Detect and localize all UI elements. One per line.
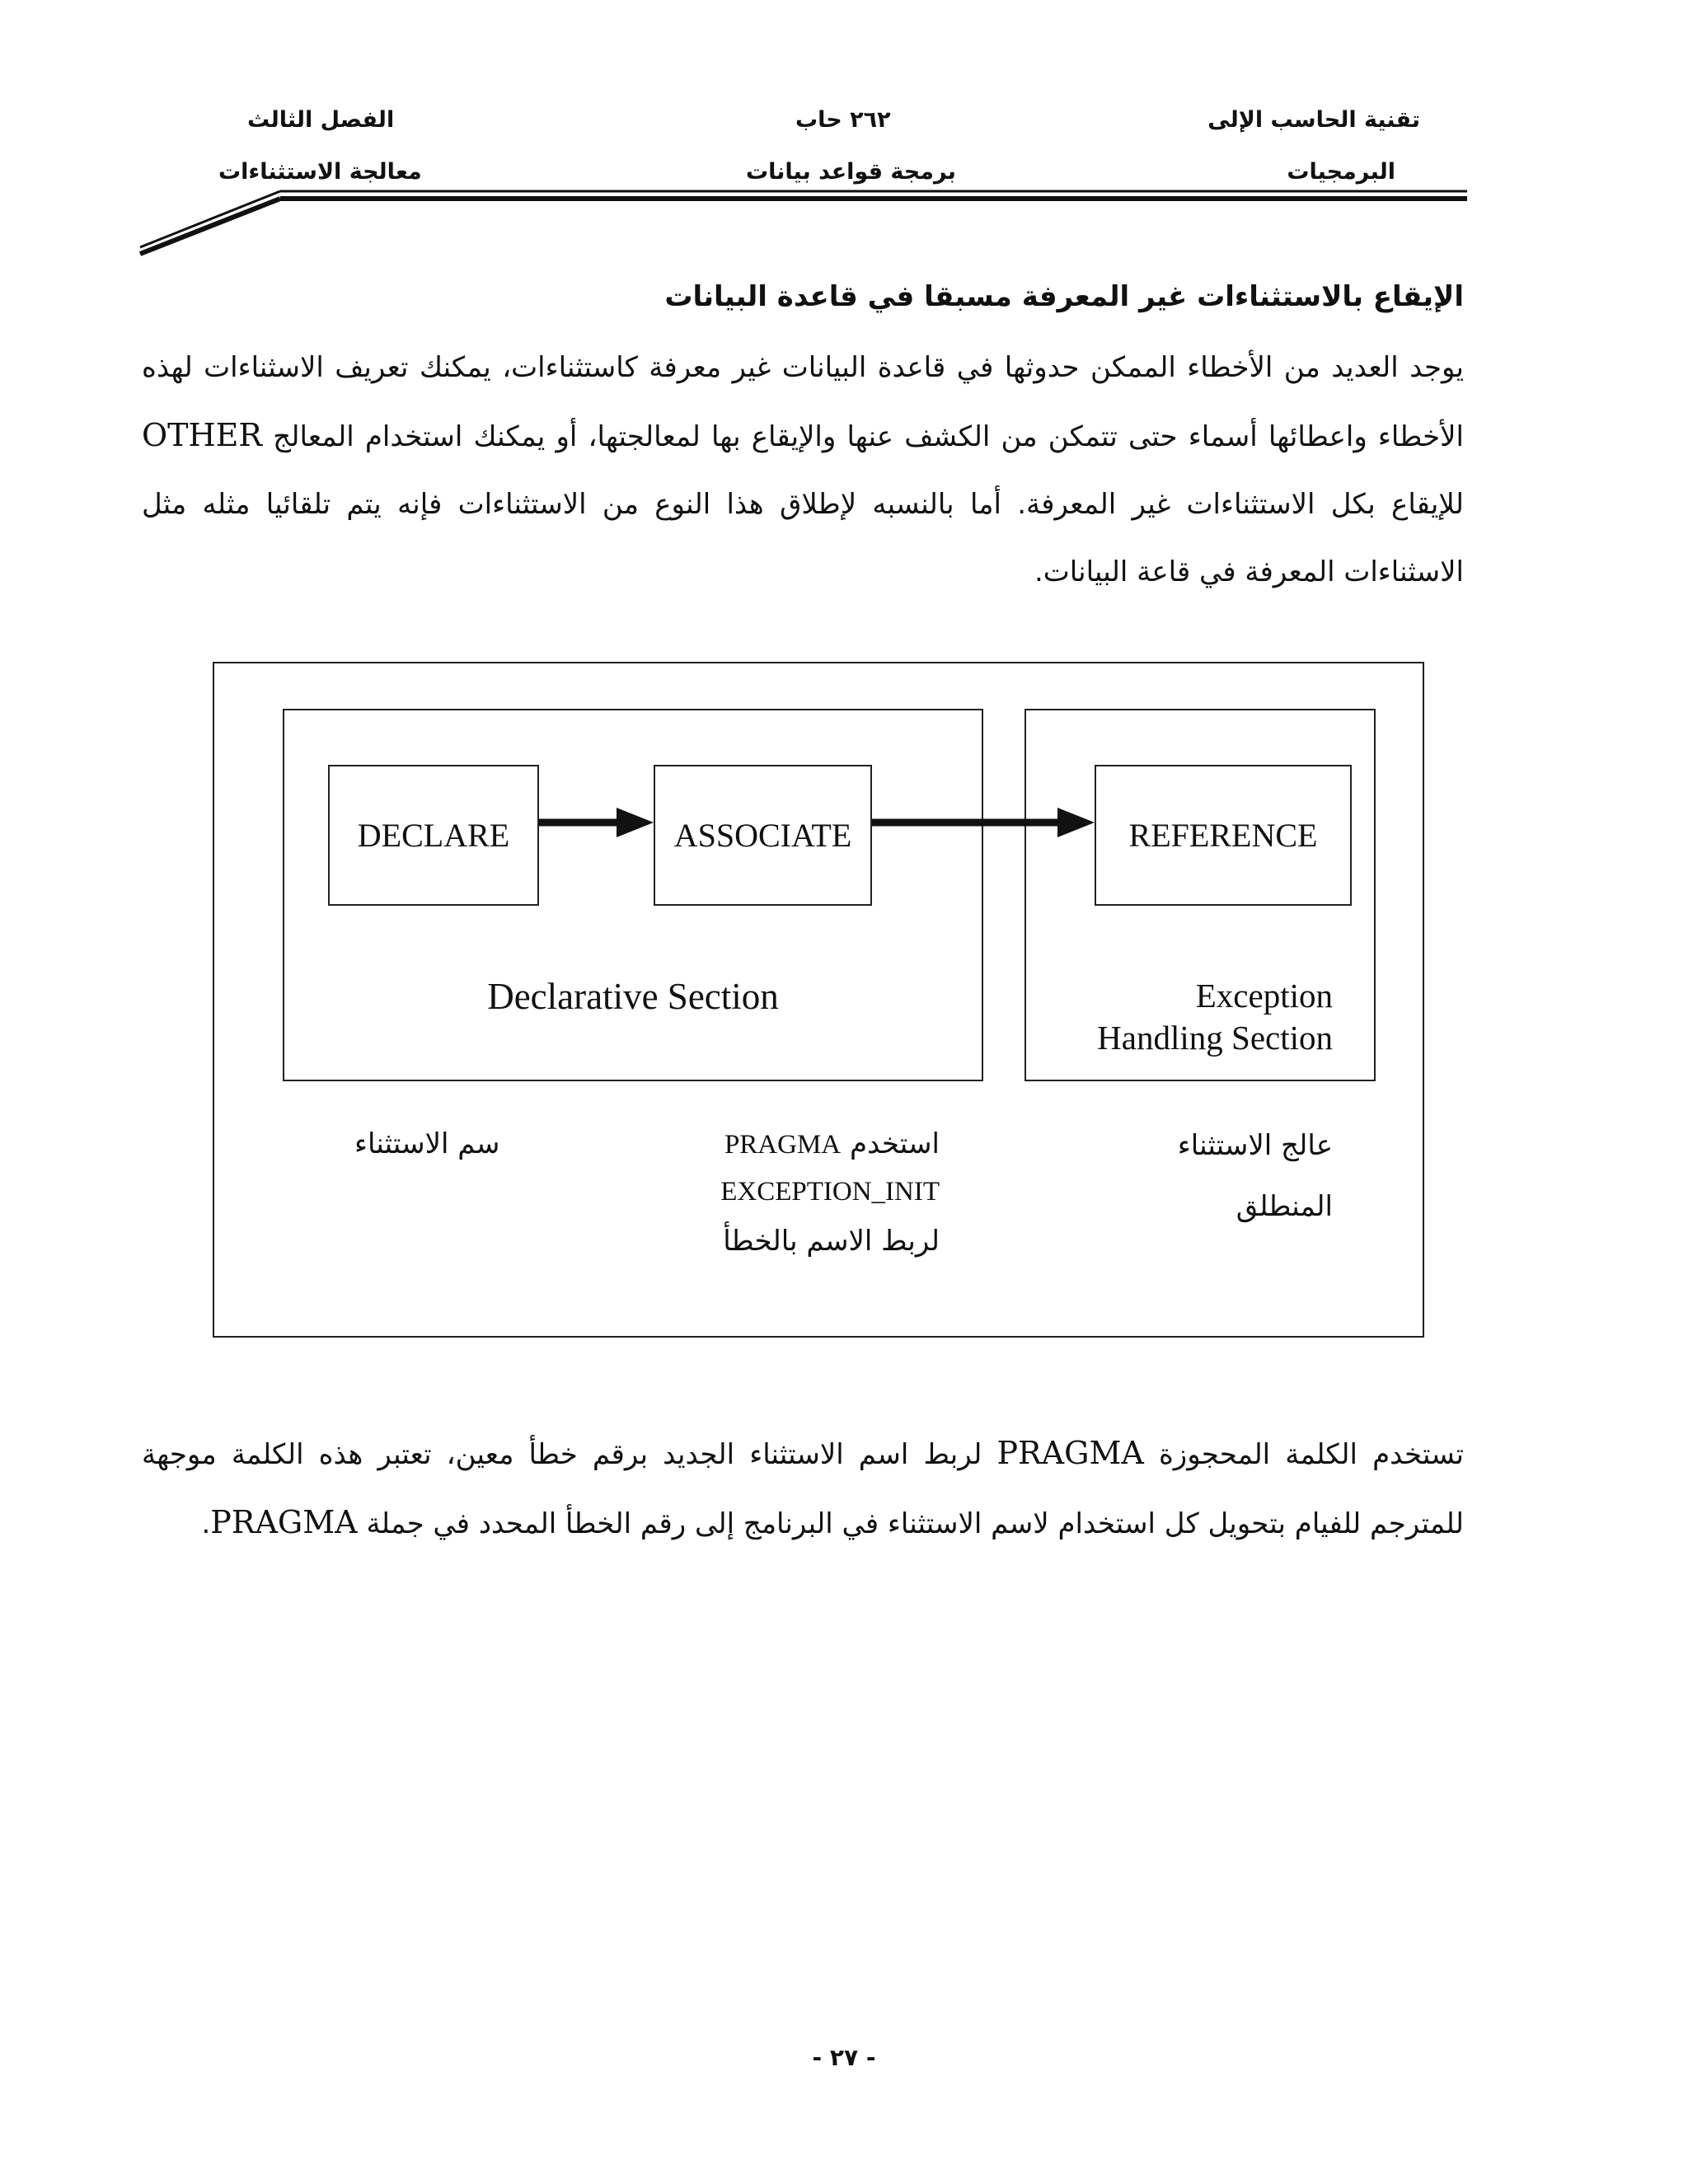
pragma-text-part1: تستخدم الكلمة المحجوزة xyxy=(1158,1438,1465,1471)
caption-pragma-line2: EXCEPTION_INIT xyxy=(720,1177,940,1207)
declarative-section-label: Declarative Section xyxy=(487,976,779,1017)
intro-text-part2: للإيقاع بكل الاستثناءات غير المعرفة. أما بالنسبه لإطلاق هذا النوع من الاستثناءات فإنه يتم تلقائيا مثله مثل الاسثناءات المعرفة في قاعة البيانات. xyxy=(142,488,1464,588)
associate-label: ASSOCIATE xyxy=(673,817,852,854)
caption-pragma-arabic: استخدم xyxy=(849,1127,940,1160)
caption-handle-line1: عالج الاستثناء xyxy=(1177,1129,1333,1162)
section-title: الإيقاع بالاستثناءات غير المعرفة مسبقا في قاعدة البيانات xyxy=(664,280,1464,313)
header-center-bottom: برمجة قواعد بيانات xyxy=(746,159,956,185)
page-number: - ٢٧ - xyxy=(812,2044,876,2071)
intro-text-part1: يوجد العديد من الأخطاء الممكن حدوثها في قاعدة البيانات غير معرفة كاستثناءات، يمكنك تعريف الاسثناءات لهذه الأخطاء واعطائها أسماء حتى تتمكن من الكشف عنها والإيقاع بها لمعالجتها، أو يمكنك استخدام المعالج xyxy=(142,351,1464,453)
caption-pragma-line1 xyxy=(724,1127,940,1160)
caption-name-exception: سم الاستثناء xyxy=(354,1127,500,1160)
exception-label-line1: Exception xyxy=(1195,977,1333,1015)
declare-to-associate-arrow xyxy=(539,808,654,837)
caption-pragma-keyword: PRAGMA xyxy=(724,1130,842,1160)
associate-to-reference-arrow xyxy=(872,808,1095,837)
header-left-bottom: معالجة الاستثناءات xyxy=(218,159,422,185)
exception-section-label xyxy=(1097,975,1333,1059)
header-left-top: الفصل الثالث xyxy=(247,107,395,133)
header-center-top: ٢٦٢ حاب xyxy=(795,107,891,133)
pragma-keyword-end: PRAGMA xyxy=(210,1504,358,1540)
header-right-top: تقنية الحاسب الإلى xyxy=(1207,107,1420,133)
header-right-bottom: البرمجيات xyxy=(1287,159,1395,185)
caption-pragma-line3: لربط الاسم بالخطأ xyxy=(723,1225,940,1258)
pragma-period: . xyxy=(201,1507,211,1540)
declare-label: DECLARE xyxy=(357,817,510,854)
exception-label-line2: Handling Section xyxy=(1097,1019,1333,1057)
other-keyword: OTHER xyxy=(142,417,262,453)
pragma-paragraph xyxy=(142,1419,1464,1558)
caption-handle-line2: المنطلق xyxy=(1236,1190,1333,1223)
pragma-keyword: PRAGMA xyxy=(996,1435,1144,1471)
pragma-text-part2: لربط اسم الاستثناء الجديد برقم خطأ معين، تعتبر هذه الكلمة موجهة للمترجم للفيام بتحويل كل استخدام لاسم الاستثناء في البرنامج إلى رقم الخطأ المحدد في جملة xyxy=(142,1438,1464,1540)
reference-label: REFERENCE xyxy=(1128,817,1318,854)
